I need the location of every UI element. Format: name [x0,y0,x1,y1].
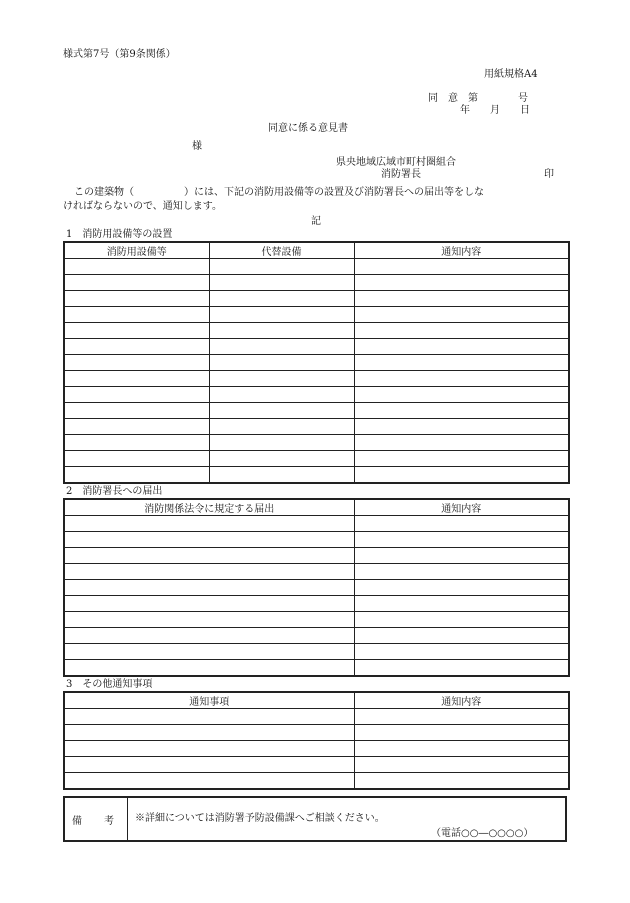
table-row [64,660,569,677]
document-number-line: 同 意 第 号 [428,93,528,104]
cell[interactable] [354,532,569,548]
table-row [64,709,569,725]
cell[interactable] [354,451,569,467]
cell[interactable] [209,419,354,435]
cell[interactable] [64,371,209,387]
organization-name: 県央地域広域市町村圏組合 [336,157,456,168]
table-row [64,419,569,435]
cell[interactable] [209,323,354,339]
table-row [64,757,569,773]
col-notice-content: 通知内容 [354,692,569,709]
cell[interactable] [64,741,354,757]
col-equipment: 消防用設備等 [64,242,209,259]
cell[interactable] [64,532,354,548]
notification-table [63,498,570,677]
cell[interactable] [354,725,569,741]
remarks-label: 備 考 [65,798,128,840]
table-row [64,612,569,628]
cell[interactable] [209,339,354,355]
cell[interactable] [354,628,569,644]
cell[interactable] [209,403,354,419]
cell[interactable] [354,307,569,323]
cell[interactable] [354,612,569,628]
section1-heading: 1 消防用設備等の設置 [66,229,173,240]
cell[interactable] [64,516,354,532]
cell[interactable] [209,291,354,307]
cell[interactable] [64,612,354,628]
cell[interactable] [209,275,354,291]
cell[interactable] [354,339,569,355]
other-items-table-header [64,692,569,709]
table-row [64,339,569,355]
cell[interactable] [354,355,569,371]
cell[interactable] [64,709,354,725]
cell[interactable] [354,741,569,757]
table-row [64,532,569,548]
cell[interactable] [64,548,354,564]
col-statutory-notification: 消防関係法令に規定する届出 [64,499,354,516]
table-row [64,628,569,644]
cell[interactable] [354,323,569,339]
cell[interactable] [354,291,569,307]
table-row [64,580,569,596]
table-row [64,596,569,612]
paper-size: 用紙規格A4 [484,69,538,80]
cell[interactable] [64,596,354,612]
cell[interactable] [64,435,209,451]
cell[interactable] [354,467,569,484]
seal-mark: 印 [544,169,554,180]
cell[interactable] [354,419,569,435]
table-row [64,307,569,323]
cell[interactable] [354,548,569,564]
cell[interactable] [354,435,569,451]
table-row [64,403,569,419]
cell[interactable] [209,451,354,467]
form-number: 様式第7号（第9条関係） [63,49,176,60]
cell[interactable] [354,660,569,677]
cell[interactable] [64,307,209,323]
table-row [64,773,569,790]
cell[interactable] [354,757,569,773]
cell[interactable] [64,387,209,403]
cell[interactable] [64,323,209,339]
table-row [64,387,569,403]
table-row [64,259,569,275]
cell[interactable] [209,435,354,451]
table-row [64,516,569,532]
section2-heading: 2 消防署長への届出 [66,486,163,497]
cell[interactable] [64,259,209,275]
table-row [64,451,569,467]
col-notice-content: 通知内容 [354,499,569,516]
cell[interactable] [354,259,569,275]
cell[interactable] [64,355,209,371]
col-alternative: 代替設備 [209,242,354,259]
cell[interactable] [354,644,569,660]
cell[interactable] [64,451,209,467]
cell[interactable] [64,339,209,355]
cell[interactable] [64,580,354,596]
cell[interactable] [354,773,569,790]
notice-line-2: ければならないので、通知します。 [63,201,222,212]
section3-heading: 3 その他通知事項 [66,679,153,690]
cell[interactable] [64,644,354,660]
cell[interactable] [354,580,569,596]
col-notice-item: 通知事項 [64,692,354,709]
cell[interactable] [209,467,354,484]
cell[interactable] [209,307,354,323]
addressee-suffix: 様 [192,141,202,152]
cell[interactable] [64,660,354,677]
cell[interactable] [209,371,354,387]
notification-table-header [64,499,569,516]
fire-chief: 消防署長 [381,169,421,180]
table-row [64,725,569,741]
table-row [64,548,569,564]
cell[interactable] [64,725,354,741]
remarks-phone: （電話○○―○○○○） [431,828,534,839]
cell[interactable] [64,291,209,307]
remarks-text: ※詳細については消防署予防設備課へご相談ください。 [135,813,385,824]
cell[interactable] [64,403,209,419]
cell[interactable] [209,355,354,371]
date-line: 年 月 日 [460,105,530,116]
table-row [64,371,569,387]
table-row [64,564,569,580]
equipment-table-header [64,242,569,259]
cell[interactable] [354,709,569,725]
cell[interactable] [354,403,569,419]
cell[interactable] [354,596,569,612]
notice-line-1: この建築物（ ）には、下記の消防用設備等の設置及び消防署長への届出等をしな [74,187,484,198]
cell[interactable] [64,419,209,435]
cell[interactable] [64,467,209,484]
cell[interactable] [209,259,354,275]
table-row [64,435,569,451]
cell[interactable] [64,564,354,580]
table-row [64,644,569,660]
cell[interactable] [64,628,354,644]
cell[interactable] [354,564,569,580]
document-title: 同意に係る意見書 [268,123,348,134]
table-row [64,467,569,484]
table-row [64,741,569,757]
col-notice-content: 通知内容 [354,242,569,259]
table-row [64,323,569,339]
cell[interactable] [354,275,569,291]
ki-mark: 記 [311,216,321,227]
table-row [64,355,569,371]
cell[interactable] [64,757,354,773]
cell[interactable] [209,387,354,403]
cell[interactable] [354,387,569,403]
table-row [64,291,569,307]
cell[interactable] [64,275,209,291]
cell[interactable] [354,516,569,532]
cell[interactable] [354,371,569,387]
equipment-table [63,241,570,484]
table-row [64,275,569,291]
other-items-table [63,691,570,790]
remarks-box [63,796,567,842]
cell[interactable] [64,773,354,790]
